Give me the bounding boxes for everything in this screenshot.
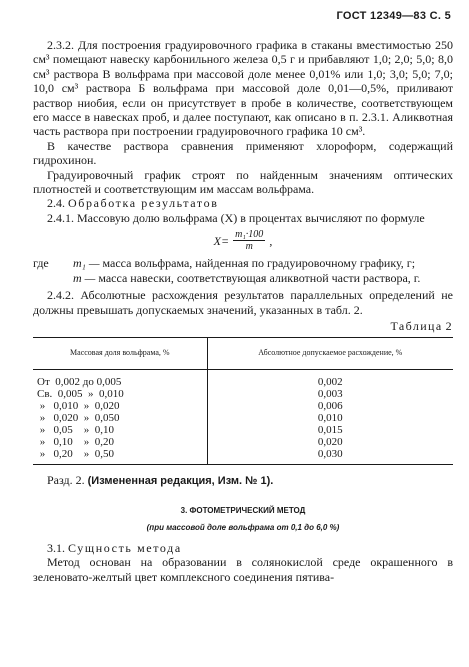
table-cell-range: » 0,10 » 0,20 (33, 436, 207, 448)
paragraph-comparison-solution: В качестве раствора сравнения применяют хлороформ, содержащий гидрохинон. (33, 138, 453, 168)
table-cell-value: 0,003 (317, 387, 343, 400)
table-row (33, 400, 453, 412)
table-cell-range: » 0,010 » 0,020 (33, 400, 207, 412)
table-header-mass-fraction: Массовая доля вольфрама, % (33, 338, 207, 369)
section-3-subtitle: (при массовой доле вольфрама от 0,1 до 6,0 %) (146, 522, 340, 532)
section-3-1-number: 3.1. (47, 540, 65, 555)
legend-definition: масса вольфрама, найденная по градуировочному графику, г; (102, 256, 416, 271)
table-row (33, 388, 453, 400)
table-caption (33, 319, 453, 333)
section-2-4-title: Обработка результатов (68, 196, 219, 211)
tolerance-table (33, 337, 453, 464)
formula-legend (33, 256, 453, 285)
section-2-4-number: 2.4. (47, 196, 65, 211)
table-caption-word: Таблица (390, 318, 443, 333)
table-row (33, 424, 453, 436)
formula-tail: , (269, 233, 273, 248)
table-row (33, 448, 453, 465)
table-cell-range: Св. 0,005 » 0,010 (33, 388, 207, 400)
section-2-4-heading (33, 196, 453, 210)
section-3-1-heading (33, 541, 453, 555)
section-3-1-title: Сущность метода (68, 540, 182, 555)
table-header-tolerance: Абсолютное допускаемое расхождение, % (207, 338, 453, 369)
table-cell-value: 0,002 (317, 375, 343, 388)
formula-denominator: m (245, 241, 253, 253)
table-row (33, 412, 453, 424)
table-cell-range: От 0,002 до 0,005 (33, 369, 207, 388)
table-cell-value: 0,010 (317, 411, 343, 424)
formula (33, 229, 453, 252)
legend-item (73, 271, 453, 285)
table-row (33, 436, 453, 448)
paragraph-method-principle: Метод основан на образовании в солянокислой среде окрашенного в зеленовато-желтый цвет комплексного соединения пятива- (33, 555, 453, 584)
paragraph-calibration-graph: Градуировочный график строят по найденным значениям оптических плотностей и соответствующим им массам вольфрама. (33, 167, 453, 197)
legend-lead: где (33, 256, 49, 271)
table-cell-range: » 0,05 » 0,10 (33, 424, 207, 436)
table-cell-value: 0,030 (207, 448, 453, 465)
formula-fraction (233, 229, 265, 252)
page-header: ГОСТ 12349—83 С. 5 (336, 10, 451, 22)
formula-numerator: m₁·100 (235, 229, 264, 241)
table-cell-value: 0,006 (317, 399, 343, 412)
legend-item (73, 256, 453, 270)
amendment-note (47, 473, 453, 488)
table-cell-value: 0,020 (317, 435, 343, 448)
formula-lhs: X= (213, 233, 230, 248)
legend-definition: масса навески, соответствующая аликвотной части раствора, г. (98, 270, 421, 285)
table-cell-range: » 0,020 » 0,050 (33, 412, 207, 424)
table-cell-value: 0,015 (317, 423, 343, 436)
amendment-text: (Измененная редакция, Изм. № 1). (87, 474, 274, 487)
table-row (33, 369, 453, 388)
table-cell-range: » 0,20 » 0,50 (33, 448, 207, 465)
table-caption-number: 2 (445, 318, 453, 333)
amendment-prefix: Разд. 2. (47, 472, 85, 487)
legend-symbol: m₁ — (73, 256, 100, 271)
section-3-title: 3. ФОТОМЕТРИЧЕСКИЙ МЕТОД (180, 506, 306, 516)
paragraph-2-4-2: 2.4.2. Абсолютные расхождения результатов параллельных определений не должны превышать допускаемых значений, указанных в табл. 2. (33, 288, 453, 317)
paragraph-2-4-1: 2.4.1. Массовую долю вольфрама (X) в процентах вычисляют по формуле (47, 210, 425, 225)
paragraph-2-3-2: 2.3.2. Для построения градуировочного графика в стаканы вместимостью 250 см³ помещают навеску карбонильного железа 0,5 г и прибавляют 1,0; 2,0; 5,0; 8,0 см³ раствора В вольфрама при массовой доле менее 0,01% или 1,0; 3,0; 5,0; 7,0; 10,0 см³ раствора Б вольфрама при массовой доле 0,01—0,5%, приливают раствор ниобия, если он присутствует в пробе в количестве, соответствующем его массе в навесках проб, и далее поступают, как описано в п. 2.3.1. Аликвотная часть раствора при построении градуировочного графика 10 см³. (33, 38, 453, 139)
legend-symbol: m — (73, 270, 96, 285)
page-body (33, 38, 453, 584)
